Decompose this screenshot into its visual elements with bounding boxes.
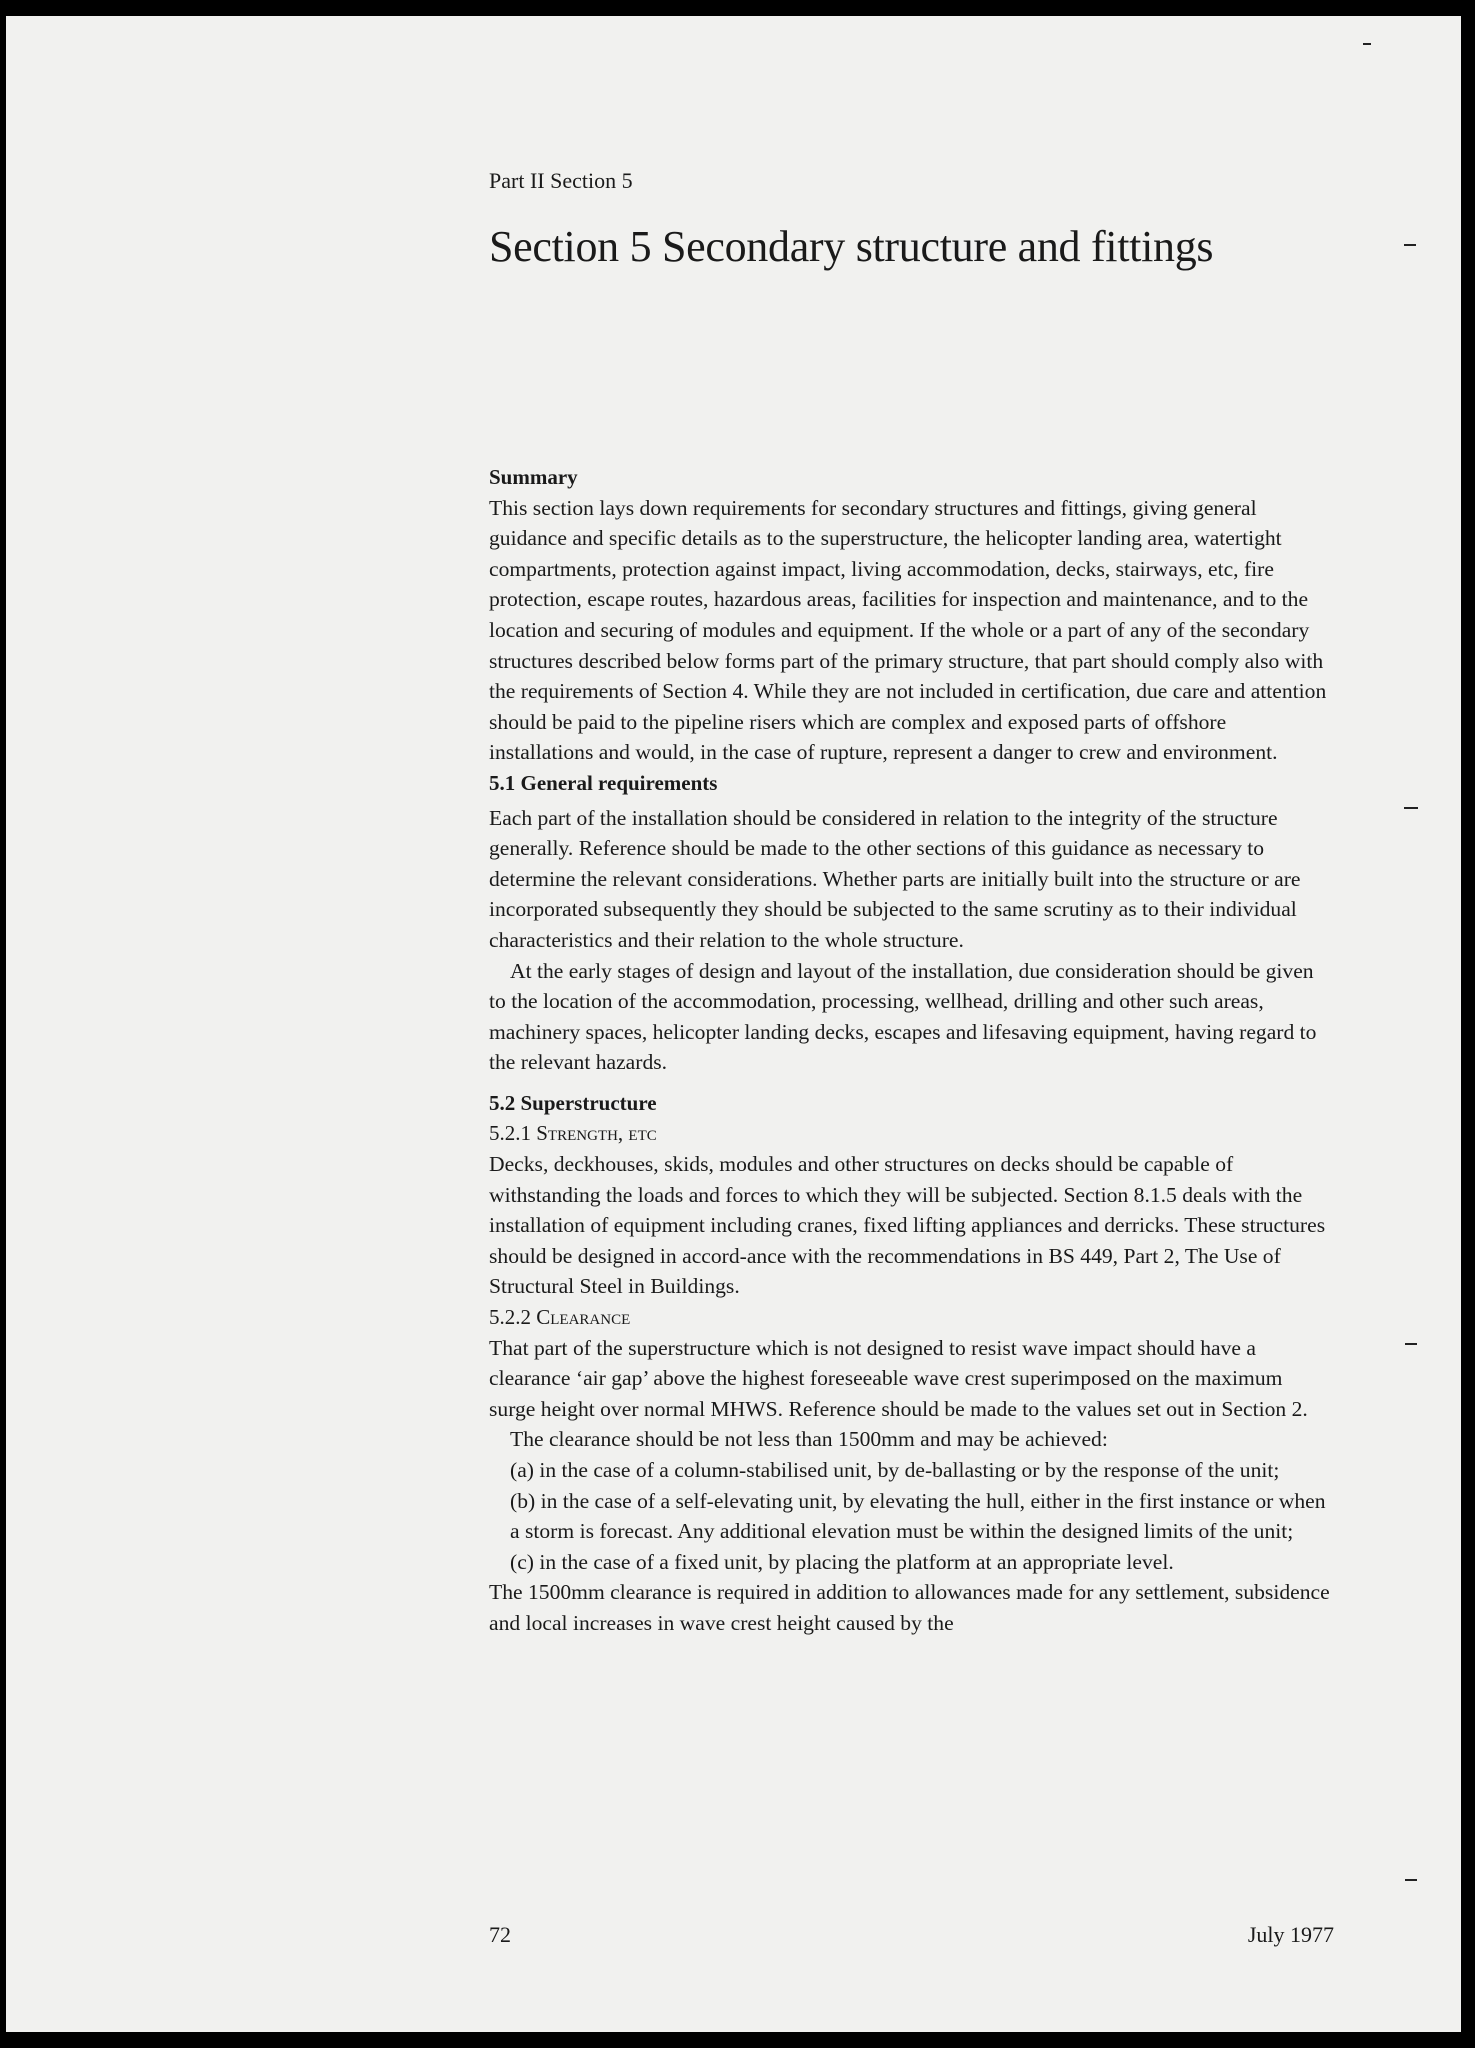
scan-mark	[1363, 43, 1371, 45]
scan-mark	[1404, 807, 1418, 809]
publication-date: July 1977	[1247, 1922, 1334, 1947]
subsection-5-2-2-heading	[489, 1302, 1334, 1333]
subsection-5-2-2-title: Clearance	[536, 1305, 631, 1330]
subsection-5-2-2-paragraph-3: The 1500mm clearance is required in addition to allowances made for any settlement, subsidence and local increases in wave crest height caused by the	[489, 1580, 1330, 1635]
subsection-5-2-2-paragraph-1: That part of the superstructure which is not designed to resist wave impact should have a clearance ‘air gap’ above the highest foreseeable wave crest superimposed on the maximum surge height over normal MHWS. Reference should be made to the values set out in Section 2.	[489, 1335, 1308, 1421]
list-item-a: (a) in the case of a column-stabilised unit, by de-ballasting or by the response of the unit;	[510, 1458, 1280, 1482]
subsection-5-2-2-number: 5.2.2	[489, 1305, 531, 1330]
summary-heading: Summary	[489, 465, 578, 489]
subsection-5-2-1-paragraph: Decks, deckhouses, skids, modules and other structures on decks should be capable of withstanding the loads and forces to which they will be subjected. Section 8.1.5 deals with the installation of equipment including cranes, fixed lifting appliances and derricks. These structures should be designed in accord-ance with the recommendations in BS 449, Part 2, The Use of Structural Steel in Buildings.	[489, 1152, 1326, 1299]
subsection-5-2-1-heading	[489, 1118, 1334, 1149]
scan-mark	[1405, 1343, 1417, 1345]
section-5-1-heading: 5.1 General requirements	[489, 770, 718, 795]
subsection-5-2-2-paragraph-2: The clearance should be not less than 1500mm and may be achieved:	[510, 1427, 1108, 1452]
page-title: Section 5 Secondary structure and fittings	[489, 222, 1214, 271]
list-item-b: (b) in the case of a self-elevating unit, by elevating the hull, either in the first instance or when a storm is forecast. Any additional elevation must be within the designed limits of the unit;	[510, 1488, 1326, 1544]
section-5-1-paragraph-2: At the early stages of design and layout of the installation, due consideration should be given to the location of the accommodation, processing, wellhead, drilling and other such areas, machinery spaces, helicopter landing decks, escapes and lifesaving equipment, having regard to the relevant hazards.	[489, 958, 1317, 1075]
subsection-5-2-1-number: 5.2.1	[489, 1121, 531, 1146]
subsection-5-2-1-title: Strength, etc	[536, 1121, 657, 1146]
body-text	[489, 462, 1334, 1639]
summary-paragraph: This section lays down requirements for secondary structures and fittings, giving general guidance and specific details as to the superstructure, the helicopter landing area, watertight compartments, protection against impact, living accommodation, decks, stairways, etc, fire protection, escape routes, hazardous areas, facilities for inspection and maintenance, and to the location and securing of modules and equipment. If the whole or a part of any of the secondary structures described below forms part of the primary structure, that part should comply also with the requirements of Section 4. While they are not included in certification, due care and attention should be paid to the pipeline risers which are complex and exposed parts of offshore installations and would, in the case of rupture, represent a danger to crew and environment.	[489, 495, 1327, 765]
scan-mark	[1404, 244, 1416, 246]
section-5-2-heading: 5.2 Superstructure	[489, 1090, 657, 1115]
running-head: Part II Section 5	[489, 168, 633, 193]
scan-mark	[1405, 1879, 1417, 1881]
section-5-1-paragraph-1: Each part of the installation should be considered in relation to the integrity of the structure generally. Reference should be made to the other sections of this guidance as necessary to determine the relevant considerations. Whether parts are initially built into the structure or are incorporated subsequently they should be subjected to the same scrutiny as to their individual characteristics and their relation to the whole structure.	[489, 805, 1301, 952]
list-item-c: (c) in the case of a fixed unit, by placing the platform at an appropriate level.	[510, 1549, 1174, 1574]
document-page	[6, 16, 1461, 2032]
page-number: 72	[489, 1922, 511, 1947]
